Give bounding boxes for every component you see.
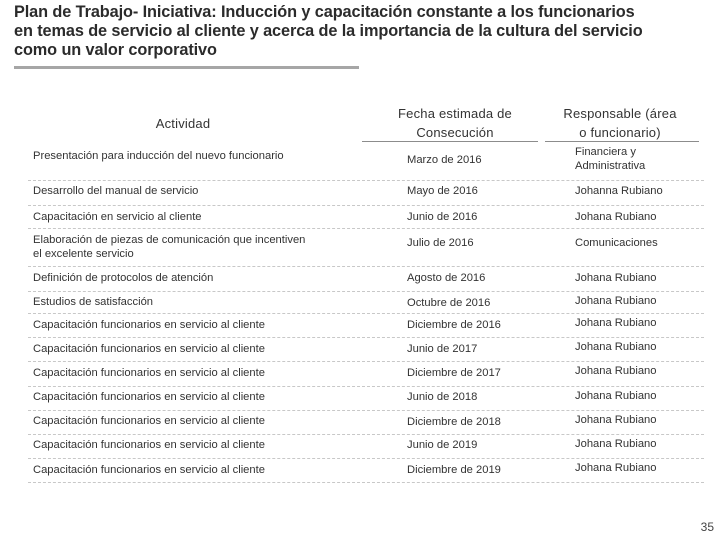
responsible-cell-line-1: Johana Rubiano <box>575 438 657 450</box>
date-cell-line-1: Junio de 2016 <box>407 211 478 223</box>
header-activity: Actividad <box>155 116 211 131</box>
table-row <box>28 143 704 181</box>
header-date-line-2: Consecución <box>416 125 494 140</box>
responsible-cell-line-1: Johanna Rubiano <box>575 185 663 197</box>
activity-cell-line-1: Desarrollo del manual de servicio <box>33 185 199 197</box>
date-cell-line-1: Junio de 2017 <box>407 343 478 355</box>
date-cell <box>407 184 478 198</box>
activity-cell-line-1: Elaboración de piezas de comunicación que incentiven <box>33 234 306 246</box>
title-line-3: como un valor corporativo <box>14 41 217 59</box>
page-title <box>14 3 720 60</box>
date-cell <box>407 271 485 285</box>
table-row <box>28 362 704 387</box>
date-cell <box>407 296 490 310</box>
date-cell <box>407 463 501 477</box>
activity-cell <box>33 342 265 356</box>
responsible-cell-line-1: Johana Rubiano <box>575 365 657 377</box>
responsible-cell-line-1: Johana Rubiano <box>575 211 657 223</box>
responsible-cell <box>575 340 657 354</box>
date-cell <box>407 366 501 380</box>
activity-cell <box>33 438 265 452</box>
activity-cell <box>33 271 213 285</box>
date-cell <box>407 318 501 332</box>
responsible-cell <box>575 389 657 403</box>
responsible-cell <box>575 210 657 224</box>
activity-cell <box>33 233 305 261</box>
activity-cell <box>33 390 265 404</box>
table-row <box>28 387 704 411</box>
header-date-rule <box>362 141 538 142</box>
activity-cell-line-1: Capacitación funcionarios en servicio al cliente <box>33 319 265 331</box>
table-row <box>28 459 704 483</box>
date-cell-line-1: Octubre de 2016 <box>407 297 491 309</box>
date-cell-line-1: Marzo de 2016 <box>407 154 482 166</box>
activity-cell <box>33 149 284 163</box>
responsible-cell <box>575 461 657 475</box>
activity-cell-line-1: Capacitación funcionarios en servicio al cliente <box>33 464 265 476</box>
date-cell <box>407 236 474 250</box>
activity-cell <box>33 463 265 477</box>
responsible-cell <box>575 413 657 427</box>
responsible-cell-line-1: Johana Rubiano <box>575 272 657 284</box>
header-date <box>380 104 530 142</box>
activity-cell <box>33 414 265 428</box>
responsible-cell-line-1: Johana Rubiano <box>575 341 657 353</box>
date-cell-line-1: Diciembre de 2016 <box>407 319 501 331</box>
table-row <box>28 411 704 435</box>
table-row <box>28 267 704 292</box>
activity-cell-line-1: Capacitación funcionarios en servicio al cliente <box>33 391 265 403</box>
responsible-cell <box>575 364 657 378</box>
responsible-cell <box>575 316 657 330</box>
header-responsible <box>545 104 695 142</box>
title-line-2: en temas de servicio al cliente y acerca de la importancia de la cultura del servicio <box>14 22 643 40</box>
activity-cell-line-1: Capacitación funcionarios en servicio al cliente <box>33 439 265 451</box>
activity-cell-line-1: Capacitación funcionarios en servicio al cliente <box>33 367 265 379</box>
responsible-cell-line-1: Johana Rubiano <box>575 295 657 307</box>
responsible-cell <box>575 294 657 308</box>
header-resp-rule <box>545 141 699 142</box>
activity-cell-line-1: Capacitación funcionarios en servicio al cliente <box>33 415 265 427</box>
responsible-cell-line-1: Johana Rubiano <box>575 462 657 474</box>
date-cell <box>407 210 477 224</box>
responsible-cell-line-1: Financiera y <box>575 146 636 158</box>
date-cell <box>407 390 477 404</box>
table-row <box>28 181 704 206</box>
responsible-cell <box>575 236 658 250</box>
activity-cell-line-1: Presentación para inducción del nuevo funcionario <box>33 150 284 162</box>
date-cell-line-1: Junio de 2018 <box>407 391 478 403</box>
table-row <box>28 206 704 229</box>
table-row <box>28 314 704 338</box>
responsible-cell-line-1: Johana Rubiano <box>575 390 657 402</box>
date-cell-line-1: Junio de 2019 <box>407 439 478 451</box>
header-resp-line-1: Responsable (área <box>563 106 677 121</box>
responsible-cell-line-1: Johana Rubiano <box>575 414 657 426</box>
activity-cell <box>33 318 265 332</box>
title-line-1: Plan de Trabajo- Iniciativa: Inducción y capacitación constante a los funcionarios <box>14 3 635 21</box>
date-cell <box>407 153 482 167</box>
responsible-cell <box>575 437 657 451</box>
header-resp-line-2: o funcionario) <box>579 125 661 140</box>
page-number: 35 <box>700 520 714 534</box>
date-cell-line-1: Diciembre de 2018 <box>407 416 501 428</box>
activity-cell <box>33 210 202 224</box>
table-row <box>28 338 704 362</box>
date-cell-line-1: Diciembre de 2019 <box>407 464 501 476</box>
date-cell <box>407 342 477 356</box>
activity-cell-line-2: el excelente servicio <box>33 248 134 260</box>
header-date-line-1: Fecha estimada de <box>398 106 512 121</box>
date-cell <box>407 415 501 429</box>
date-cell-line-1: Agosto de 2016 <box>407 272 486 284</box>
date-cell-line-1: Julio de 2016 <box>407 237 474 249</box>
responsible-cell-line-1: Comunicaciones <box>575 237 658 249</box>
responsible-cell <box>575 184 663 198</box>
table-row <box>28 229 704 267</box>
title-underline <box>14 66 359 69</box>
date-cell-line-1: Diciembre de 2017 <box>407 367 501 379</box>
activity-cell <box>33 184 198 198</box>
responsible-cell <box>575 271 657 285</box>
responsible-cell-line-1: Johana Rubiano <box>575 317 657 329</box>
activity-cell <box>33 366 265 380</box>
activity-cell <box>33 295 153 309</box>
activity-cell-line-1: Definición de protocolos de atención <box>33 272 214 284</box>
date-cell-line-1: Mayo de 2016 <box>407 185 478 197</box>
responsible-cell <box>575 145 645 173</box>
table-row <box>28 292 704 314</box>
table-row <box>28 435 704 459</box>
activity-cell-line-1: Estudios de satisfacción <box>33 296 154 308</box>
activity-cell-line-1: Capacitación funcionarios en servicio al cliente <box>33 343 265 355</box>
activity-cell-line-1: Capacitación en servicio al cliente <box>33 211 202 223</box>
responsible-cell-line-2: Administrativa <box>575 160 646 172</box>
date-cell <box>407 438 477 452</box>
